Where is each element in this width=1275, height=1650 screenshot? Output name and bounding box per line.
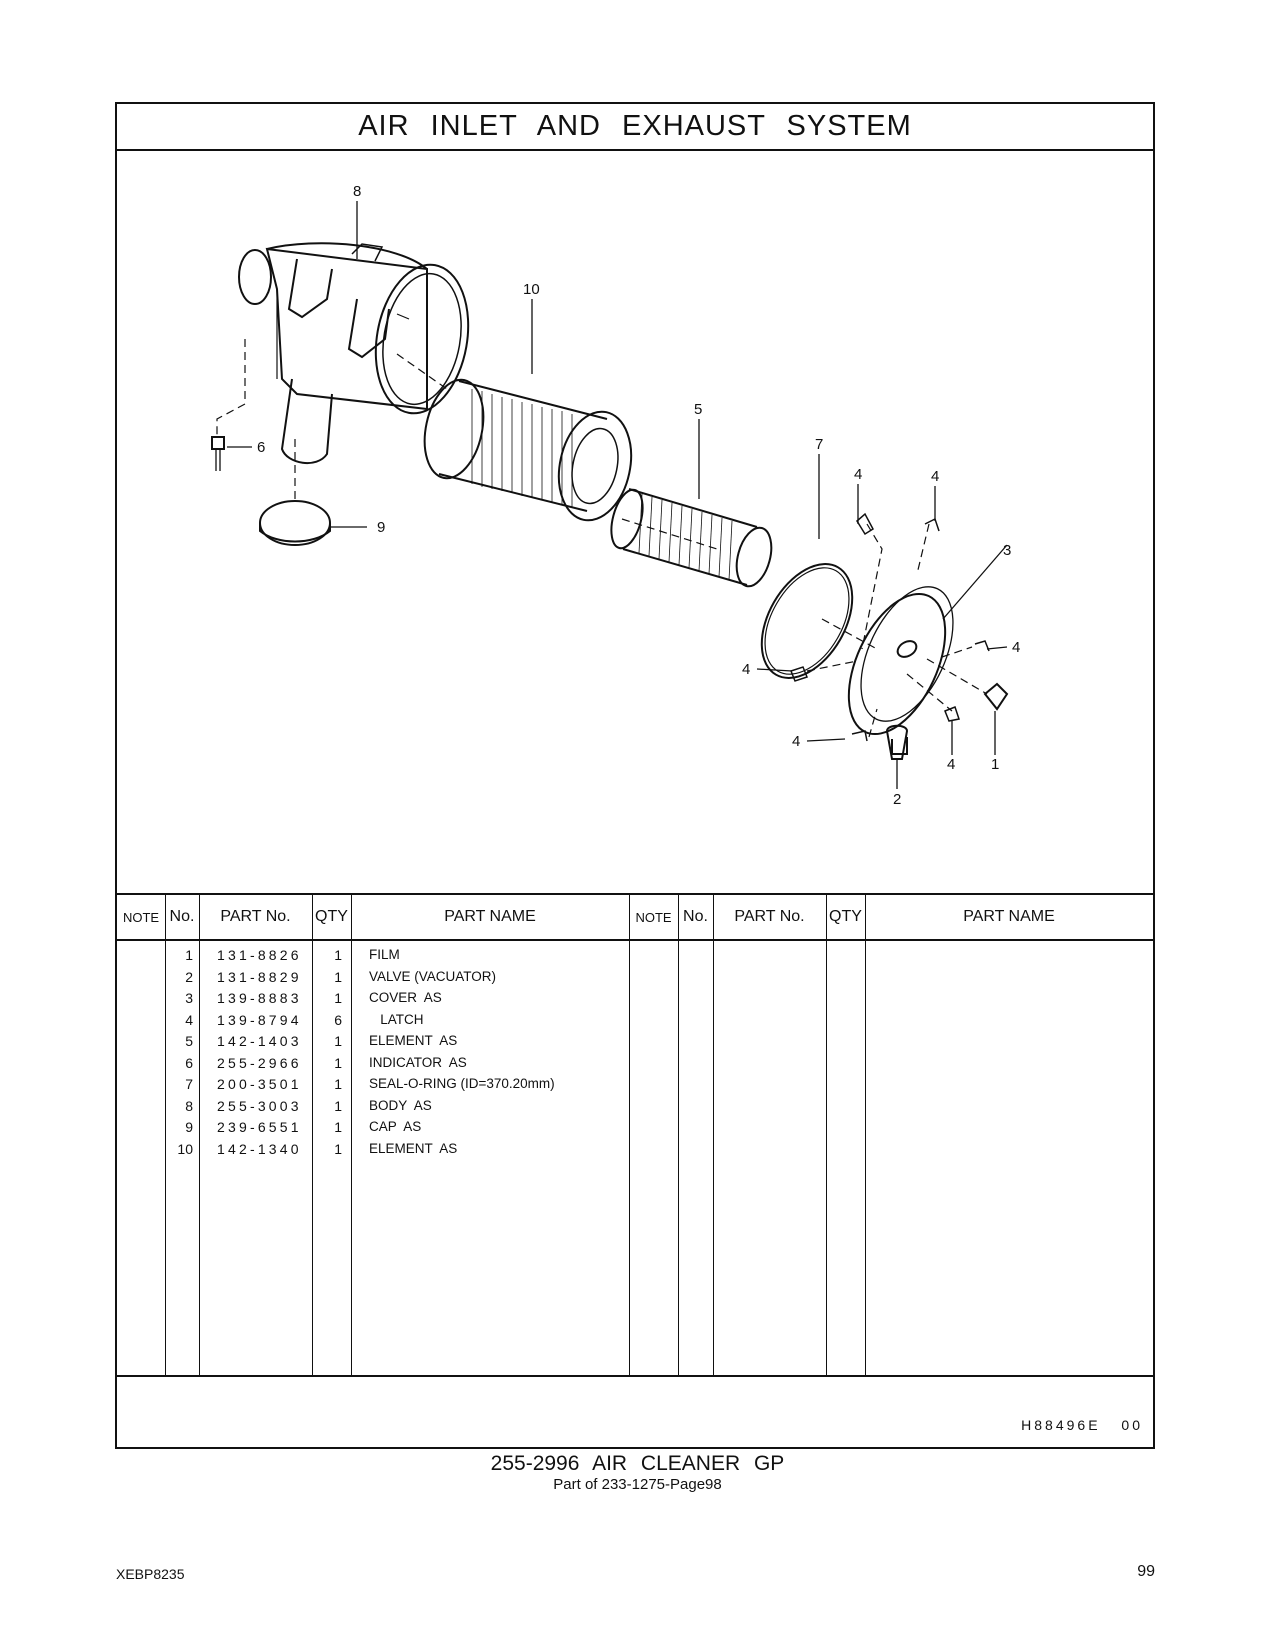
drawing-code: H88496E 00	[1021, 1417, 1143, 1433]
callout-6: 6	[257, 439, 266, 456]
part-number: 200-3501	[217, 1076, 302, 1092]
part-number: 142-1403	[217, 1033, 302, 1049]
section-title: AIR INLET AND EXHAUST SYSTEM	[117, 104, 1153, 151]
table-row	[117, 1139, 1153, 1161]
callout-5: 5	[694, 401, 703, 418]
table-row	[117, 945, 1153, 967]
callout-1: 1	[991, 756, 1000, 773]
callout-4c: 4	[1012, 639, 1021, 656]
quantity: 1	[334, 1054, 342, 1071]
part-name: VALVE (VACUATOR)	[369, 968, 497, 984]
table-row	[117, 1074, 1153, 1096]
table-row	[117, 1031, 1153, 1053]
table-row	[117, 1053, 1153, 1075]
document-code: XEBP8235	[116, 1566, 185, 1582]
callout-2: 2	[893, 791, 902, 808]
quantity: 1	[334, 1119, 342, 1135]
row-number: 1	[185, 947, 193, 963]
part-number: 131-8829	[217, 968, 302, 985]
film-drawing	[985, 684, 1007, 709]
row-number: 3	[185, 990, 193, 1006]
quantity: 1	[334, 1033, 342, 1049]
part-number: 139-8794	[217, 1011, 302, 1028]
outer-element-drawing	[416, 374, 640, 527]
row-number: 4	[185, 1011, 193, 1028]
callout-9: 9	[377, 519, 386, 536]
quantity: 1	[334, 1140, 342, 1157]
latch-drawings	[791, 514, 989, 741]
callout-4f: 4	[947, 756, 956, 773]
group-sub-caption: Part of 233-1275-Page98	[553, 1476, 722, 1493]
part-number: 131-8826	[217, 947, 302, 963]
air-cleaner-illustration	[117, 149, 1153, 895]
page-frame	[115, 102, 1155, 1449]
part-number: 239-6551	[217, 1119, 302, 1135]
table-row	[117, 967, 1153, 989]
header-part-no-right: PART No.	[734, 908, 805, 925]
row-number: 2	[185, 968, 193, 985]
header-part-name-left: PART NAME	[444, 908, 536, 925]
parts-table	[117, 893, 1153, 1377]
callout-4a: 4	[854, 466, 863, 483]
header-qty-right: QTY	[829, 908, 862, 925]
quantity: 1	[334, 1076, 342, 1092]
quantity: 1	[334, 968, 342, 985]
header-qty-left: QTY	[315, 908, 348, 925]
header-note-left: NOTE	[122, 909, 160, 925]
leader-lines	[227, 201, 1007, 789]
row-number: 9	[185, 1119, 193, 1135]
header-note-right: NOTE	[635, 909, 672, 925]
group-caption: 255-2996 AIR CLEANER GP	[490, 1452, 785, 1475]
inner-element-drawing	[606, 486, 778, 590]
row-number: 5	[185, 1033, 193, 1049]
cap-drawing	[260, 501, 330, 545]
table-row	[117, 1117, 1153, 1139]
callout-3: 3	[1003, 542, 1012, 559]
part-name: CAP AS	[369, 1119, 422, 1134]
row-number: 8	[185, 1097, 193, 1114]
part-name: COVER AS	[369, 990, 442, 1005]
callout-4e: 4	[792, 733, 801, 750]
callout-4d: 4	[742, 661, 751, 678]
indicator-drawing	[212, 437, 224, 471]
page-number: 99	[1137, 1563, 1155, 1580]
part-number: 142-1340	[217, 1140, 302, 1157]
quantity: 1	[334, 947, 342, 963]
table-row	[117, 1096, 1153, 1118]
callout-4b: 4	[931, 468, 940, 485]
body-assembly-drawing	[239, 243, 479, 463]
part-name: ELEMENT AS	[369, 1140, 458, 1156]
part-number: 255-2966	[217, 1054, 302, 1071]
quantity: 6	[334, 1011, 342, 1028]
part-name: LATCH	[369, 1011, 424, 1027]
row-number: 10	[177, 1140, 193, 1157]
exploded-parts-diagram	[117, 149, 1153, 895]
row-number: 6	[185, 1054, 193, 1071]
table-row	[117, 988, 1153, 1010]
header-part-name-right: PART NAME	[963, 908, 1055, 925]
part-number: 139-8883	[217, 990, 302, 1006]
callout-8: 8	[353, 183, 362, 200]
header-part-no-left: PART No.	[220, 908, 291, 925]
header-no-right: No.	[683, 908, 708, 925]
header-no-left: No.	[169, 908, 195, 925]
row-number: 7	[185, 1076, 193, 1092]
callout-10: 10	[523, 281, 540, 298]
part-name: INDICATOR AS	[369, 1054, 467, 1070]
callout-7: 7	[815, 436, 824, 453]
quantity: 1	[334, 990, 342, 1006]
table-row	[117, 1010, 1153, 1032]
part-name: BODY AS	[369, 1097, 432, 1113]
part-number: 255-3003	[217, 1097, 302, 1114]
part-name: FILM	[369, 947, 400, 962]
part-name: ELEMENT AS	[369, 1033, 458, 1048]
quantity: 1	[334, 1097, 342, 1114]
part-name: SEAL-O-RING (ID=370.20mm)	[369, 1076, 555, 1091]
